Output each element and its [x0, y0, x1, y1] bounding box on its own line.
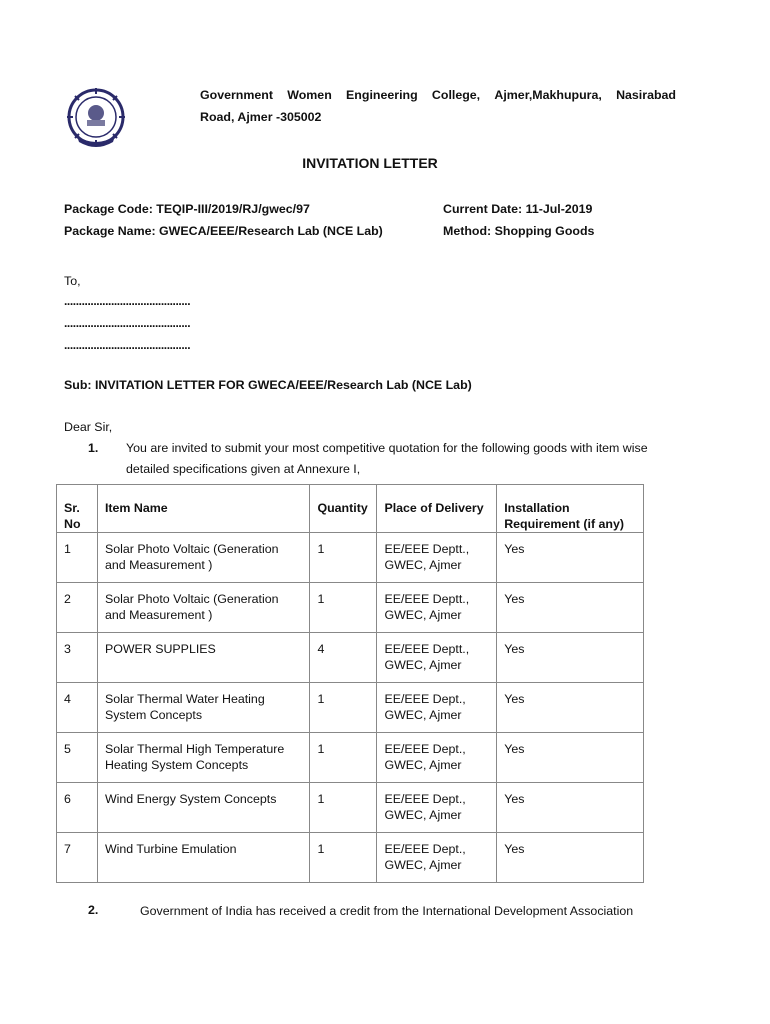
table-row — [57, 833, 644, 883]
cell-item-name: Wind Turbine Emulation — [97, 833, 310, 883]
cell-quantity: 4 — [310, 633, 377, 683]
current-date: Current Date: 11-Jul-2019 — [443, 202, 593, 216]
cell-place: EE/EEE Dept., GWEC, Ajmer — [377, 783, 497, 833]
header-word: Nasirabad — [616, 88, 676, 102]
header-word: Government — [200, 88, 273, 102]
table-row — [57, 633, 644, 683]
cell-sr-no: 6 — [57, 783, 98, 833]
cell-item-name: Solar Thermal Water Heating System Concepts — [97, 683, 310, 733]
cell-quantity: 1 — [310, 783, 377, 833]
cell-quantity: 1 — [310, 533, 377, 583]
header-word: College, — [431, 88, 481, 102]
para2-text: Government of India has received a credit from the International Development Association — [140, 904, 634, 918]
para1-line2: detailed specifications given at Annexure I, — [126, 462, 361, 476]
header-word: Engineering — [346, 88, 418, 102]
cell-installation: Yes — [497, 583, 644, 633]
cell-quantity: 1 — [310, 733, 377, 783]
subject-line: Sub: INVITATION LETTER FOR GWECA/EEE/Research Lab (NCE Lab) — [64, 378, 472, 392]
table-row — [57, 683, 644, 733]
para1-number: 1. — [88, 441, 99, 455]
cell-place: EE/EEE Dept., GWEC, Ajmer — [377, 733, 497, 783]
procurement-method: Method: Shopping Goods — [443, 224, 595, 238]
package-code: Package Code: TEQIP-III/2019/RJ/gwec/97 — [64, 202, 310, 216]
cell-quantity: 1 — [310, 833, 377, 883]
cell-item-name: Solar Photo Voltaic (Generation and Measurement ) — [97, 533, 310, 583]
cell-installation: Yes — [497, 733, 644, 783]
cell-item-name: Solar Thermal High Temperature Heating System Concepts — [97, 733, 310, 783]
address-placeholder-line: ........................................... — [64, 294, 191, 308]
college-logo — [63, 86, 129, 150]
table-row — [57, 783, 644, 833]
cell-sr-no: 4 — [57, 683, 98, 733]
cell-sr-no: 3 — [57, 633, 98, 683]
cell-installation: Yes — [497, 633, 644, 683]
table-row — [57, 733, 644, 783]
to-label: To, — [64, 274, 81, 288]
header-word: Women — [287, 88, 332, 102]
cell-installation: Yes — [497, 833, 644, 883]
cell-item-name: POWER SUPPLIES — [97, 633, 310, 683]
cell-place: EE/EEE Deptt., GWEC, Ajmer — [377, 583, 497, 633]
cell-sr-no: 7 — [57, 833, 98, 883]
table-header-row — [57, 485, 644, 533]
cell-installation: Yes — [497, 683, 644, 733]
table-row — [57, 533, 644, 583]
cell-sr-no: 2 — [57, 583, 98, 633]
package-name: Package Name: GWECA/EEE/Research Lab (NCE Lab) — [64, 224, 383, 238]
cell-place: EE/EEE Dept., GWEC, Ajmer — [377, 683, 497, 733]
cell-item-name: Solar Photo Voltaic (Generation and Measurement ) — [97, 583, 310, 633]
col-header-item-name: Item Name — [97, 485, 310, 533]
college-name-line1 — [200, 88, 676, 102]
document-title: INVITATION LETTER — [302, 155, 438, 171]
cell-quantity: 1 — [310, 683, 377, 733]
col-header-sr-no: Sr. No — [57, 485, 98, 533]
address-placeholder-line: ........................................... — [64, 316, 191, 330]
cell-item-name: Wind Energy System Concepts — [97, 783, 310, 833]
cell-quantity: 1 — [310, 583, 377, 633]
cell-place: EE/EEE Deptt., GWEC, Ajmer — [377, 633, 497, 683]
salutation: Dear Sir, — [64, 420, 113, 434]
items-table — [56, 484, 644, 883]
col-header-place-of-delivery: Place of Delivery — [377, 485, 497, 533]
cell-place: EE/EEE Dept., GWEC, Ajmer — [377, 833, 497, 883]
college-address-line2: Road, Ajmer -305002 — [200, 110, 322, 124]
cell-sr-no: 5 — [57, 733, 98, 783]
table-row — [57, 583, 644, 633]
cell-place: EE/EEE Deptt., GWEC, Ajmer — [377, 533, 497, 583]
cell-sr-no: 1 — [57, 533, 98, 583]
para1-line1: You are invited to submit your most competitive quotation for the following goods with item wise — [126, 441, 648, 455]
address-placeholder-line: ........................................... — [64, 338, 191, 352]
cell-installation: Yes — [497, 533, 644, 583]
header-word: Ajmer,Makhupura, — [494, 88, 602, 102]
col-header-quantity: Quantity — [310, 485, 377, 533]
cell-installation: Yes — [497, 783, 644, 833]
col-header-installation: Installation Requirement (if any) — [497, 485, 644, 533]
para2-number: 2. — [88, 903, 99, 917]
